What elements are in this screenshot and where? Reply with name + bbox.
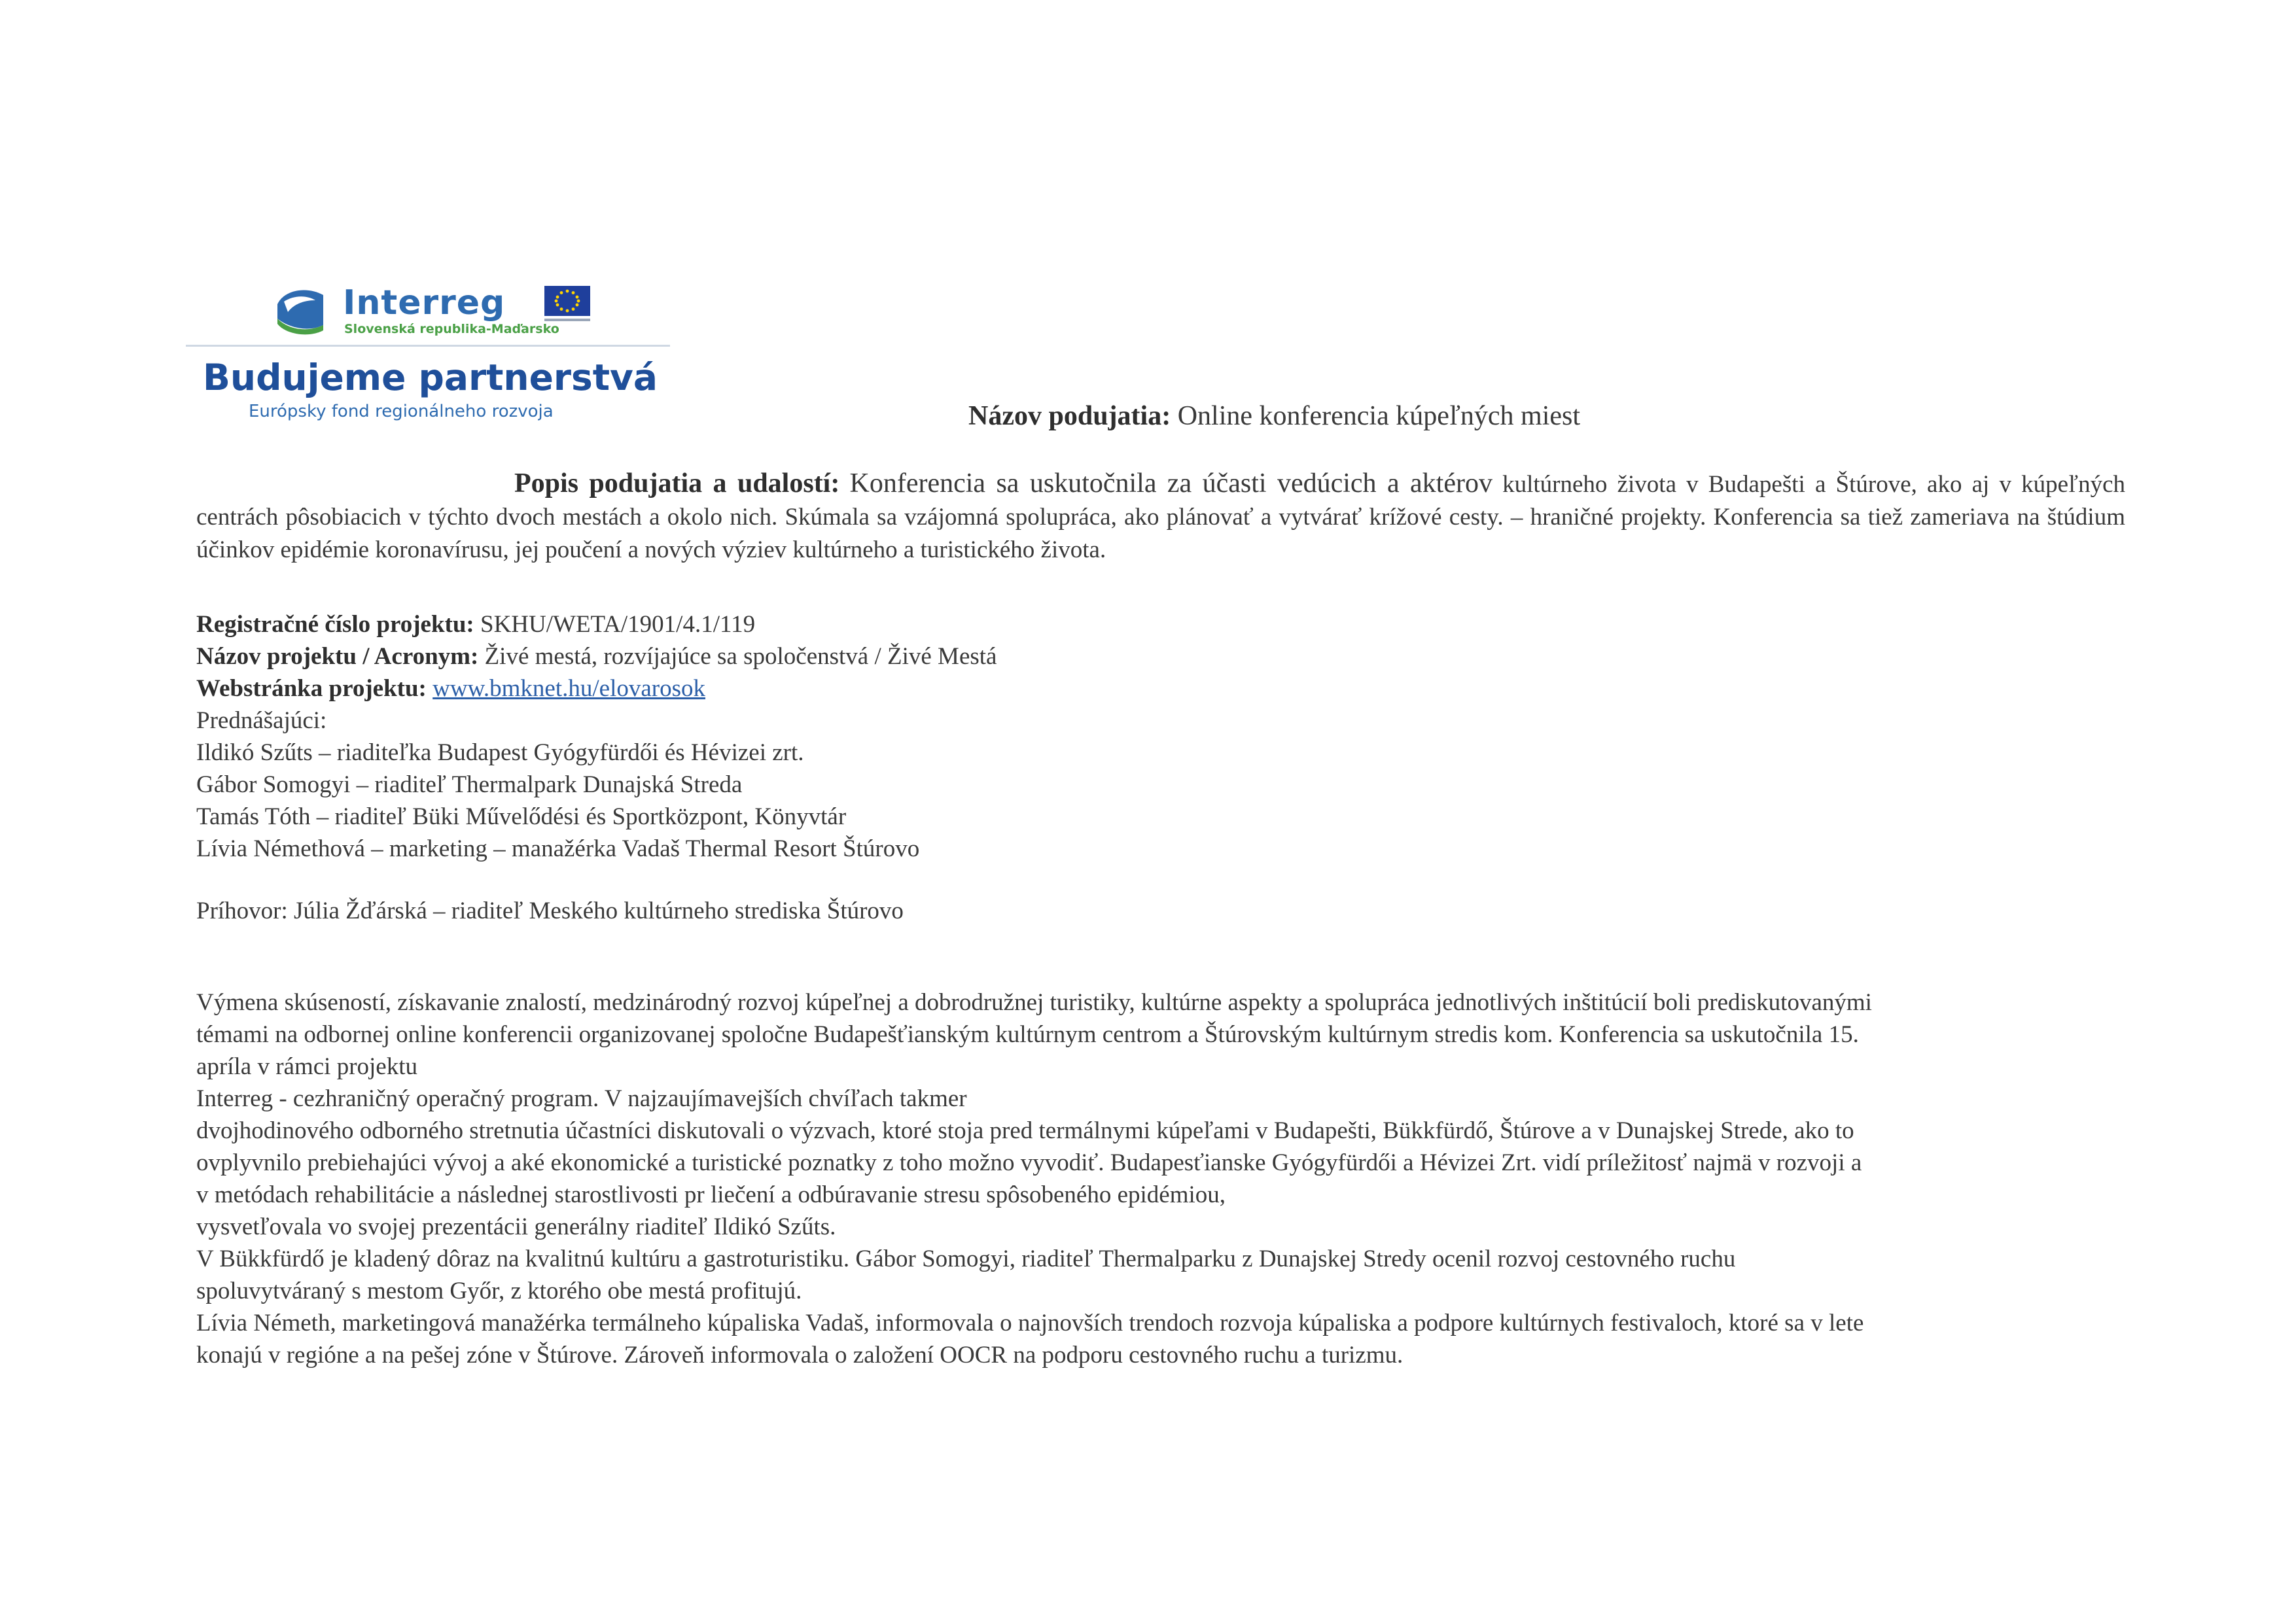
body-line: spoluvytváraný s mestom Győr, z ktorého obe mestá profitujú. xyxy=(196,1278,802,1304)
event-description xyxy=(196,467,2125,567)
logo-divider xyxy=(186,345,670,347)
speaker-item: Lívia Némethová – marketing – manažérka Vadaš Thermal Resort Štúrovo xyxy=(196,835,920,862)
interreg-wordmark: Interreg xyxy=(343,283,506,323)
logo-fund-text: Európsky fond regionálneho rozvoja xyxy=(249,402,554,421)
registration-row xyxy=(196,608,2094,640)
project-name-label: Názov projektu / Acronym: xyxy=(196,643,479,670)
body-line: Výmena skúseností, získavanie znalostí, medzinárodný rozvoj kúpeľnej a dobrodružnej turistiky, kultúrne aspekty a spolupráca jednotlivých inštitúcií boli prediskutovanými xyxy=(196,989,1872,1016)
project-name-value: Živé mestá, rozvíjajúce sa spoločenstvá / Živé Mestá xyxy=(484,643,997,670)
article-body xyxy=(196,986,2120,1371)
body-line: témami na odbornej online konferencii organizovanej spoločne Budapešťianským kultúrnym centrom a Štúrovským kultúrnym stredis kom. Konferencia sa uskutočnila 15. xyxy=(196,1021,1859,1048)
event-title-label: Názov podujatia: xyxy=(968,401,1171,431)
interreg-logo xyxy=(186,278,670,428)
speakers-label: Prednášajúci: xyxy=(196,707,327,734)
body-line: vysvetľovala vo svojej prezentácii generálny riaditeľ Ildikó Szűts. xyxy=(196,1213,836,1240)
event-title xyxy=(968,398,1580,434)
project-name-row xyxy=(196,640,2094,672)
logo-slogan: Budujeme partnerstvá xyxy=(203,357,658,398)
registration-value: SKHU/WETA/1901/4.1/119 xyxy=(480,611,756,638)
description-lead: Konferencia sa uskutočnila za účasti vedúcich a aktérov xyxy=(849,468,1492,498)
speaker-item: Ildikó Szűts – riaditeľka Budapest Gyógyfürdői és Hévizei zrt. xyxy=(196,739,804,766)
body-line: apríla v rámci projektu xyxy=(196,1053,418,1080)
description-text: kultúrneho života v Budapešti a Štúrove, ako aj v kúpeľných centrách pôsobiacich v týchto dvoch mestách a okolo nich. Skúmala sa vzájomná spolupráca, ako plánovať a vytvárať krížové cesty. – hraničné projekty. Konferencia sa tiež zameriava na štúdium účinkov epidémie koronavírusu, jej poučení a nových výziev kultúrneho a turistického života. xyxy=(196,471,2126,563)
website-row xyxy=(196,672,2094,705)
website-link[interactable]: www.bmknet.hu/elovarosok xyxy=(433,675,706,702)
interreg-subtitle: Slovenská republika-Maďarsko xyxy=(344,322,559,336)
body-line: Lívia Németh, marketingová manažérka termálneho kúpaliska Vadaš, informovala o najnovších trendoch rozvoja kúpaliska a podpore kultúrnych festivaloch, ktoré sa v lete xyxy=(196,1310,1864,1336)
body-line: ovplyvnilo prebiehajúci vývoj a aké ekonomické a turistické poznatky z toho možno vyvodiť. Budapesťianske Gyógyfürdői a Hévizei Zrt. vidí príležitosť najmä v rozvoji a xyxy=(196,1149,1862,1176)
body-line: Interreg - cezhraničný operačný program. V najzaujímavejších chvíľach takmer xyxy=(196,1085,967,1112)
greeting-line: Príhovor: Júlia Žďárská – riaditeľ Meského kultúrneho strediska Štúrovo xyxy=(196,898,904,924)
speaker-item: Tamás Tóth – riaditeľ Büki Művelődési és Sportközpont, Könyvtár xyxy=(196,803,847,830)
body-line: V Bükkfürdő je kladený dôraz na kvalitnú kultúru a gastroturistiku. Gábor Somogyi, riaditeľ Thermalparku z Dunajskej Stredy ocenil rozvoj cestovného ruchu xyxy=(196,1246,1736,1272)
body-line: v metódach rehabilitácie a následnej starostlivosti pr liečení a odbúravanie stresu spôsobeného epidémiou, xyxy=(196,1181,1226,1208)
event-title-value: Online konferencia kúpeľných miest xyxy=(1177,401,1581,431)
eu-flag-icon xyxy=(544,286,590,321)
body-line: dvojhodinového odborného stretnutia účastníci diskutovali o výzvach, ktoré stoja pred termálnymi kúpeľami v Budapešti, Bükkfürdő, Štúrove a v Dunajskej Strede, ako to xyxy=(196,1117,1854,1144)
description-label: Popis podujatia a udalostí: xyxy=(514,468,840,498)
project-info xyxy=(196,608,2094,865)
speaker-item: Gábor Somogyi – riaditeľ Thermalpark Dunajská Streda xyxy=(196,771,743,798)
registration-label: Registračné číslo projektu: xyxy=(196,611,474,638)
body-line: konajú v regióne a na pešej zóne v Štúrove. Zároveň informovala o založení OOCR na podporu cestovného ruchu a turizmu. xyxy=(196,1342,1404,1369)
website-label: Webstránka projektu: xyxy=(196,675,427,702)
